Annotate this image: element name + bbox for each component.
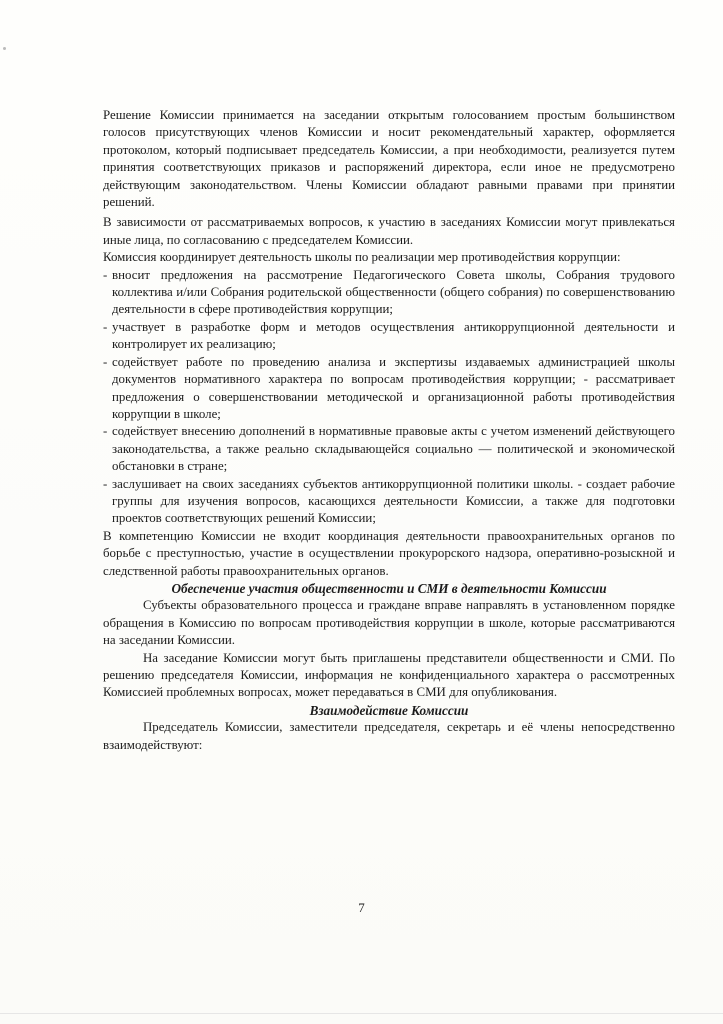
paragraph-coordination: Комиссия координирует деятельность школы по реализации мер противодействия коррупции: — [103, 250, 621, 265]
list-item: - содействует внесению дополнений в нормативные правовые акты с учетом изменений действующего законодательства, а также реально складывающейся социально — политической и экономической обстановки в стране; — [103, 423, 675, 475]
page-body — [103, 107, 675, 754]
paragraph-appeals: Субъекты образовательного процесса и граждане вправе направлять в установленном порядке обращения в Комиссию по вопросам противодействия коррупции в школе, которые рассматриваются на заседании Комиссии. — [103, 598, 675, 648]
scan-speck — [3, 47, 6, 50]
paragraph-decision: Решение Комиссии принимается на заседании открытым голосованием простым большинством голосов присутствующих членов Комиссии и носит рекомендательный характер, оформляется протоколом, который подписывает председатель Комиссии, а при необходимости, реализуется путем принятия соответствующих приказов и распоряжений директора, если иное не предусмотрено действующим законодательством. Члены Комиссии обладают равными правами при принятии решений. — [103, 108, 675, 210]
paragraph-participants: В зависимости от рассматриваемых вопросов, к участию в заседаниях Комиссии могут привлекаться иные лица, по согласованию с председателем Комиссии. — [103, 215, 675, 247]
list-item: - заслушивает на своих заседаниях субъектов антикоррупционной политики школы. - создает рабочие группы для изучения вопросов, касающихся деятельности Комиссии, а также для подготовки проектов соответствующих решений Комиссии; — [103, 476, 675, 528]
scan-edge-line — [0, 1013, 723, 1014]
paragraph-competence: В компетенцию Комиссии не входит координация деятельности правоохранительных органов по борьбе с преступностью, участие в осуществлении прокурорского надзора, оперативно-розыскной и следственной работы правоохранительных органов. — [103, 528, 675, 578]
list-item: - участвует в разработке форм и методов осуществления антикоррупционной деятельности и контролирует их реализацию; — [103, 319, 675, 354]
paragraph-interaction: Председатель Комиссии, заместители председателя, секретарь и её члены непосредственно взаимодействуют: — [103, 720, 675, 752]
commission-functions-list — [103, 267, 675, 528]
section-heading-interaction: Взаимодействие Комиссии — [309, 702, 469, 718]
page-number: 7 — [358, 900, 365, 915]
list-item: - вносит предложения на рассмотрение Педагогического Совета школы, Собрания трудового коллектива и/или Собрания родительской общественности (общего собрания) по совершенствованию деятельности в сфере противодействия коррупции; — [103, 267, 675, 319]
paragraph-media: На заседание Комиссии могут быть приглашены представители общественности и СМИ. По решению председателя Комиссии, информация не конфиденциального характера о рассмотренных Комиссией проблемных вопросах, может передаваться в СМИ для опубликования. — [103, 650, 675, 700]
list-item: - содействует работе по проведению анализа и экспертизы издаваемых администрацией школы документов нормативного характера по вопросам противодействия коррупции; - рассматривает предложения о совершенствовании методической и организационной работы противодействия коррупции в школе; — [103, 354, 675, 424]
section-heading-public-participation: Обеспечение участия общественности и СМИ в деятельности Комиссии — [171, 580, 607, 596]
